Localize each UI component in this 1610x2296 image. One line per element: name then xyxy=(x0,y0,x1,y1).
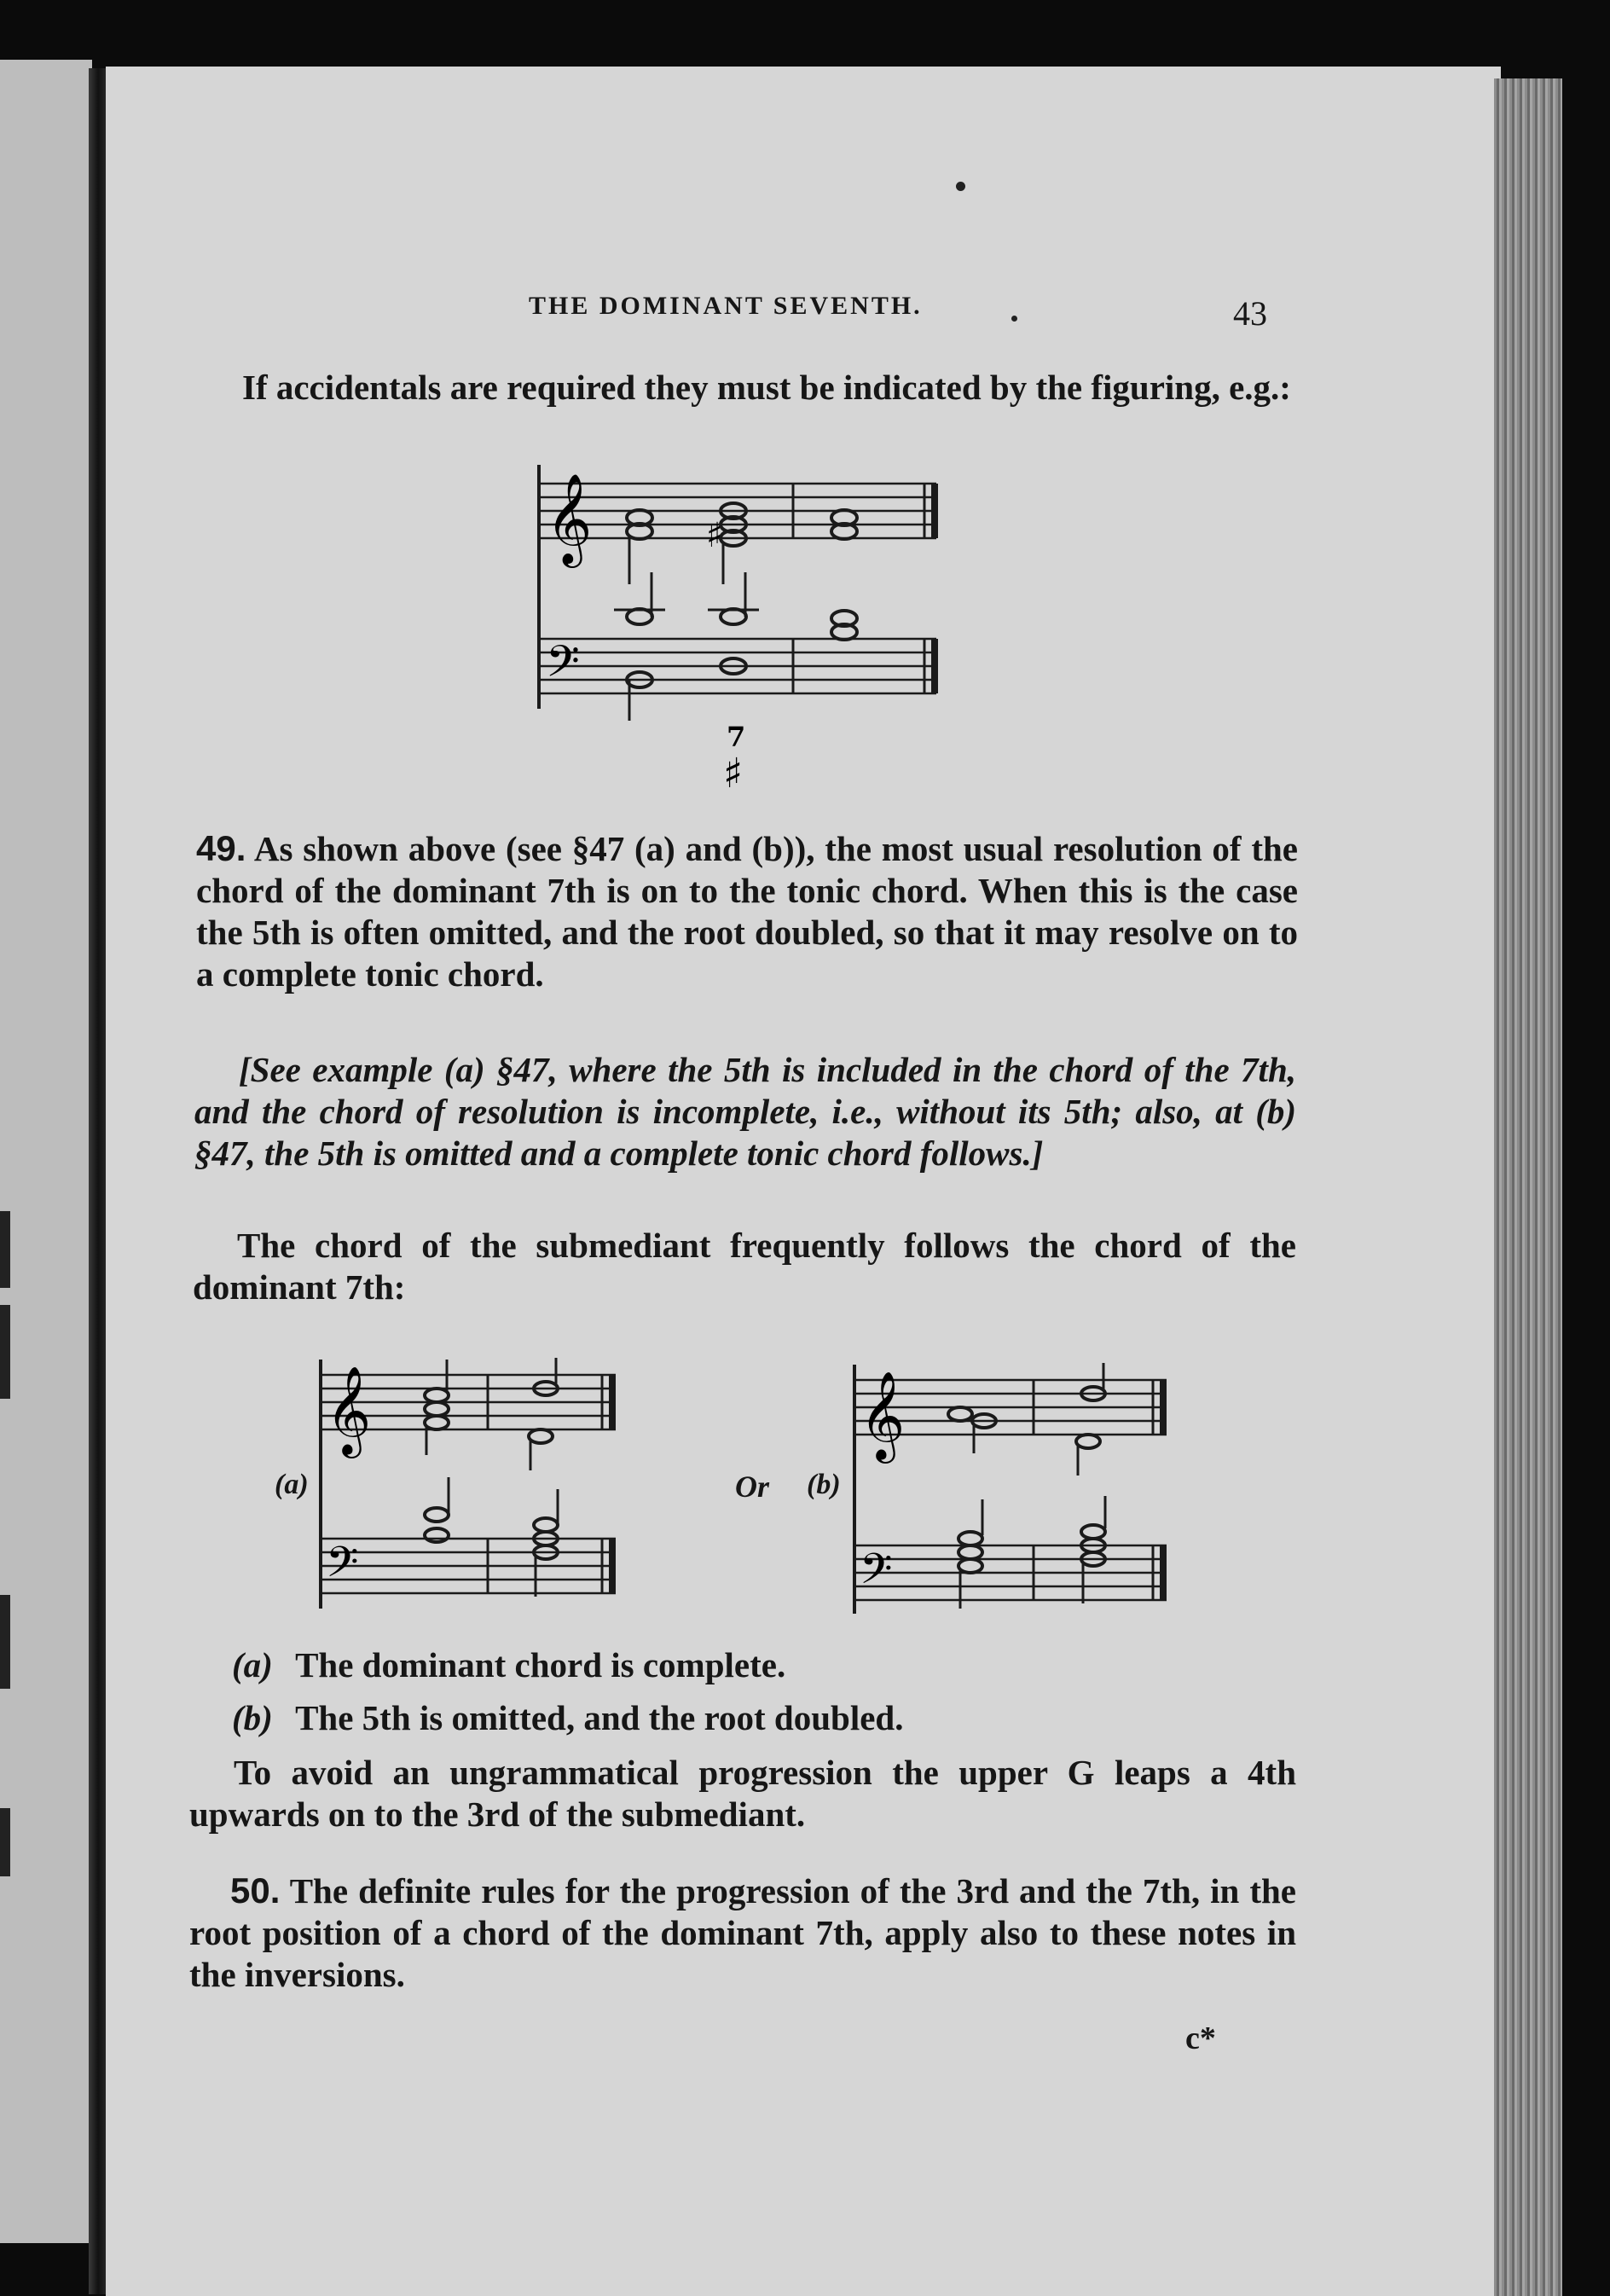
figure-sharp: ♯ xyxy=(723,750,744,797)
bass-clef-icon: 𝄢 xyxy=(860,1545,893,1604)
music-example-a xyxy=(317,1354,624,1610)
example-b-label: (b) xyxy=(807,1469,841,1500)
header-dot xyxy=(1011,316,1017,322)
note-a-text: The dominant chord is complete. xyxy=(295,1645,786,1684)
section-49-paragraph xyxy=(196,827,1298,995)
svg-text:♯: ♯ xyxy=(706,515,723,555)
music-example-b xyxy=(851,1360,1175,1615)
treble-clef-icon: 𝄞 xyxy=(860,1371,906,1460)
note-b-text: The 5th is omitted, and the root doubled. xyxy=(295,1698,904,1737)
page-number: 43 xyxy=(1233,294,1267,333)
signature-mark: c* xyxy=(1185,2021,1216,2056)
book-gutter xyxy=(89,68,107,2294)
section-49-text: As shown above (see §47 (a) and (b)), the most usual resolution of the chord of the dominant 7th is on to the tonic chord. When this is the case the 5th is often omitted, and the root doubled, so that it may resolve on to a complete tonic chord. xyxy=(196,829,1298,994)
figure-seven: 7 xyxy=(727,721,746,753)
section-50-paragraph xyxy=(189,1870,1296,1996)
section-50-text: The definite rules for the progression of the 3rd and the 7th, in the root position of a chord of the dominant 7th, apply also to these notes in the inversions. xyxy=(189,1871,1296,1994)
page-stack-edge xyxy=(1494,78,1562,2296)
bass-clef-icon: 𝄢 xyxy=(546,635,580,698)
section-49-note: [See example (a) §47, where the 5th is included in the chord of the 7th, and the chord of resolution is incomplete, i.e., without its 5th; also, at (b) §47, the 5th is omitted and a complete tonic chord follows.] xyxy=(194,1050,1296,1173)
intro-paragraph: If accidentals are required they must be indicated by the figuring, e.g.: xyxy=(242,368,1291,407)
treble-clef-icon: 𝄞 xyxy=(326,1365,372,1455)
note-b xyxy=(232,1697,903,1738)
running-title: THE DOMINANT SEVENTH. xyxy=(529,292,923,320)
bass-clef-icon: 𝄢 xyxy=(326,1538,359,1597)
section-50-number: 50. xyxy=(230,1870,281,1910)
example-a-label: (a) xyxy=(275,1469,309,1500)
facing-page-edge xyxy=(0,60,92,2243)
avoid-paragraph: To avoid an ungrammatical progression the upper G leaps a 4th upwards on to the 3rd of the submediant. xyxy=(189,1753,1296,1834)
or-label: Or xyxy=(735,1470,770,1504)
note-a xyxy=(232,1644,785,1685)
treble-clef-icon: 𝄞 xyxy=(546,473,593,564)
note-a-label: (a) xyxy=(232,1645,273,1684)
note-b-label: (b) xyxy=(232,1698,273,1737)
section-49-number: 49. xyxy=(196,828,246,868)
specks xyxy=(956,182,965,191)
submediant-paragraph: The chord of the submediant frequently follows the chord of the dominant 7th: xyxy=(193,1226,1296,1307)
music-example-figured xyxy=(529,456,955,806)
